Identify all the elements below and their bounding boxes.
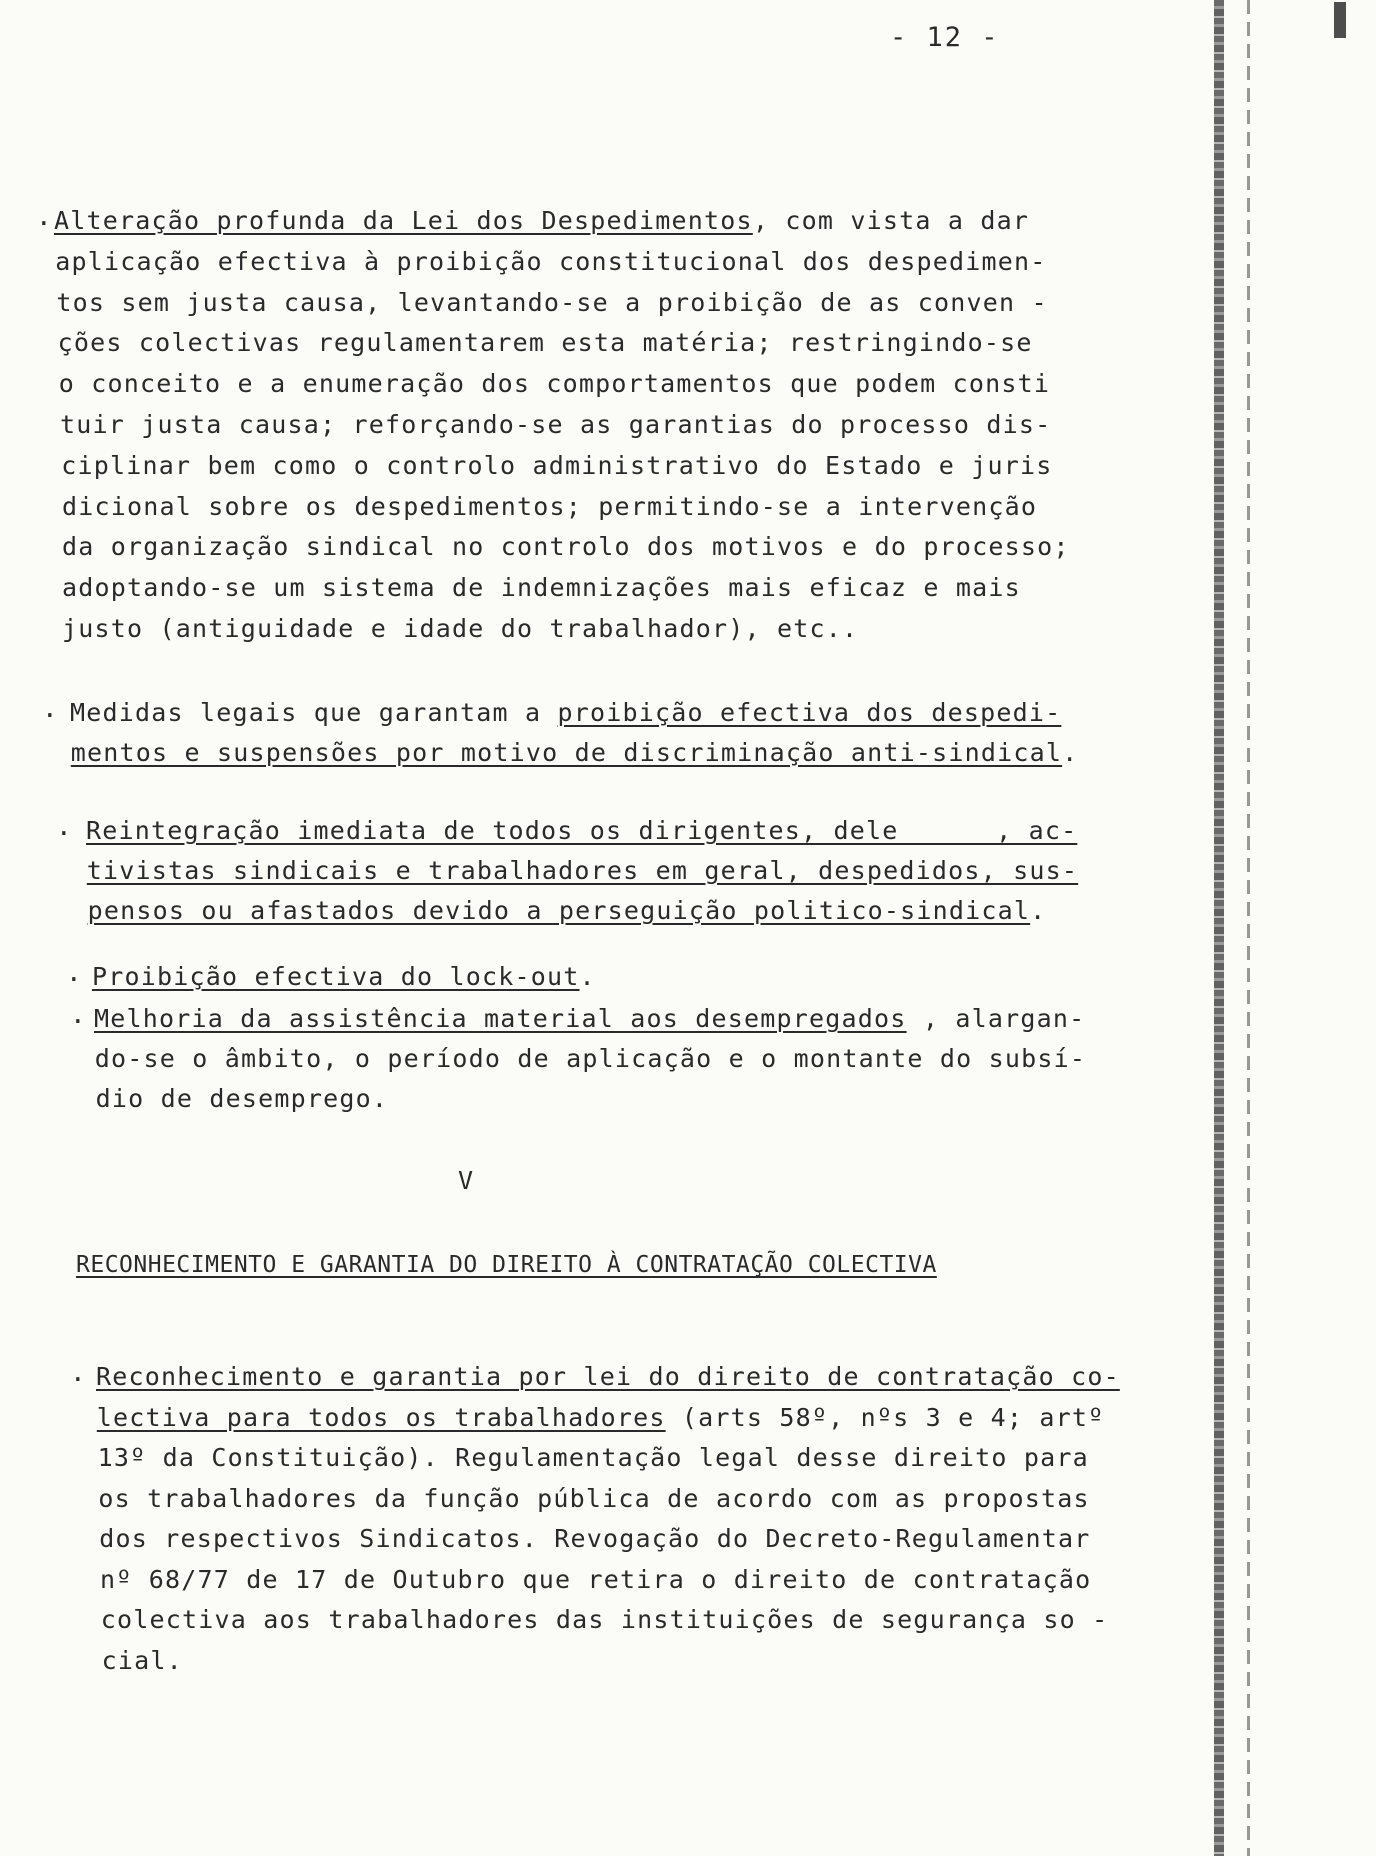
text-line: [71, 736, 1079, 770]
plain-text: o conceito e a enumeração dos comportamentos que podem consti: [58, 369, 1051, 399]
text-line: [62, 490, 1037, 524]
underlined-text: Alteração profunda da Lei dos Despedimentos: [54, 206, 753, 235]
text-line: [86, 814, 1077, 848]
underlined-text: lectiva para todos os trabalhadores: [96, 1402, 666, 1432]
plain-text: tuir justa causa; reforçando-se as garantias do processo dis-: [60, 410, 1052, 439]
text-line: [102, 1644, 183, 1678]
text-line: [62, 612, 858, 646]
text-line: [92, 960, 596, 994]
bullet-mark: .: [42, 694, 58, 724]
underlined-text: Reintegração imediata de todos os dirigentes, dele , ac-: [86, 816, 1078, 845]
text-line: [96, 1082, 389, 1116]
plain-text: ciplinar bem como o controlo administrativo do Estado e juris: [61, 450, 1053, 480]
bullet-mark: .: [36, 202, 52, 232]
underlined-text: Proibição efectiva do lock-out: [92, 962, 580, 991]
bullet-mark: .: [70, 1000, 86, 1030]
plain-text: da organização sindical no controlo dos motivos e do processo;: [62, 532, 1070, 562]
text-line: [70, 696, 1061, 730]
text-line: [54, 204, 1029, 238]
plain-text: dos respectivos Sindicatos. Revogação do Decreto-Regulamentar: [99, 1524, 1091, 1553]
text-line: [94, 1002, 1085, 1036]
page-number: - 12 -: [890, 22, 1000, 53]
underlined-text: proibição efectiva dos despedi-: [557, 698, 1062, 727]
corner-mark: [1334, 2, 1346, 38]
plain-text: 13º da Constituição). Regulamentação legal desse direito para: [97, 1443, 1089, 1472]
text-line: [59, 367, 1050, 401]
text-line: [62, 530, 1070, 564]
bullet-mark: .: [70, 1358, 86, 1388]
plain-text: aplicação efectiva à proibição constitucional dos despedimen-: [55, 246, 1047, 276]
page-edge-line: [1247, 0, 1250, 1856]
text-line: [95, 1042, 1086, 1076]
plain-text: cial.: [101, 1645, 183, 1675]
text-line: [101, 1603, 1109, 1637]
plain-text: .: [1030, 896, 1047, 925]
text-line: [98, 1441, 1089, 1475]
plain-text: justo (antiguidade e idade do trabalhador), etc..: [62, 614, 859, 643]
text-line: [60, 408, 1051, 442]
plain-text: colectiva aos trabalhadores das instituições de segurança so -: [100, 1605, 1109, 1634]
plain-text: nº 68/77 de 17 de Outubro que retira o direito de contratação: [100, 1564, 1092, 1594]
plain-text: .: [579, 962, 596, 991]
text-line: [62, 571, 1021, 605]
text-line: [100, 1563, 1091, 1597]
plain-text: adoptando-se um sistema de indemnizações mais eficaz e mais: [62, 573, 1021, 603]
plain-text: .: [1062, 738, 1079, 767]
bullet-mark: .: [56, 812, 72, 842]
plain-text: , com vista a dar: [752, 206, 1030, 235]
plain-text: do-se o âmbito, o período de aplicação e o montante do subsí-: [94, 1044, 1087, 1073]
plain-text: tos sem justa causa, levantando-se a proibição de as conven -: [56, 287, 1048, 317]
underlined-text: Melhoria da assistência material aos desempregados: [94, 1004, 907, 1033]
section-heading: RECONHECIMENTO E GARANTIA DO DIREITO À CONTRATAÇÃO COLECTIVA: [76, 1252, 937, 1278]
underlined-text: Reconhecimento e garantia por lei do direito de contratação co-: [96, 1362, 1120, 1391]
section-numeral: V: [458, 1166, 474, 1195]
plain-text: (arts 58º, nºs 3 e 4; artº: [665, 1402, 1105, 1432]
underlined-text: tivistas sindicais e trabalhadores em geral, despedidos, sus-: [86, 856, 1079, 885]
text-line: [97, 1401, 1105, 1435]
text-line: [87, 854, 1078, 888]
plain-text: , alargan-: [906, 1004, 1086, 1033]
page-edge-shadow: [1214, 0, 1224, 1856]
plain-text: dicional sobre os despedimentos; permitindo-se a intervenção: [62, 491, 1038, 521]
text-line: [56, 286, 1047, 320]
text-line: [88, 894, 1047, 928]
plain-text: dio de desemprego.: [95, 1084, 389, 1113]
plain-text: os trabalhadores da função pública de acordo com as propostas: [98, 1483, 1090, 1513]
plain-text: ções colectivas regulamentarem esta matéria; restringindo-se: [57, 328, 1033, 358]
plain-text: Medidas legais que garantam a: [70, 698, 558, 727]
bullet-mark: .: [66, 958, 82, 988]
text-line: [98, 1482, 1089, 1516]
text-line: [99, 1522, 1090, 1556]
underlined-text: pensos ou afastados devido a perseguição politico-sindical: [87, 896, 1031, 925]
text-line: [55, 245, 1046, 279]
text-line: [96, 1360, 1120, 1394]
text-line: [58, 326, 1033, 360]
underlined-text: mentos e suspensões por motivo de discriminação anti-sindical: [70, 738, 1063, 767]
text-line: [61, 449, 1052, 483]
